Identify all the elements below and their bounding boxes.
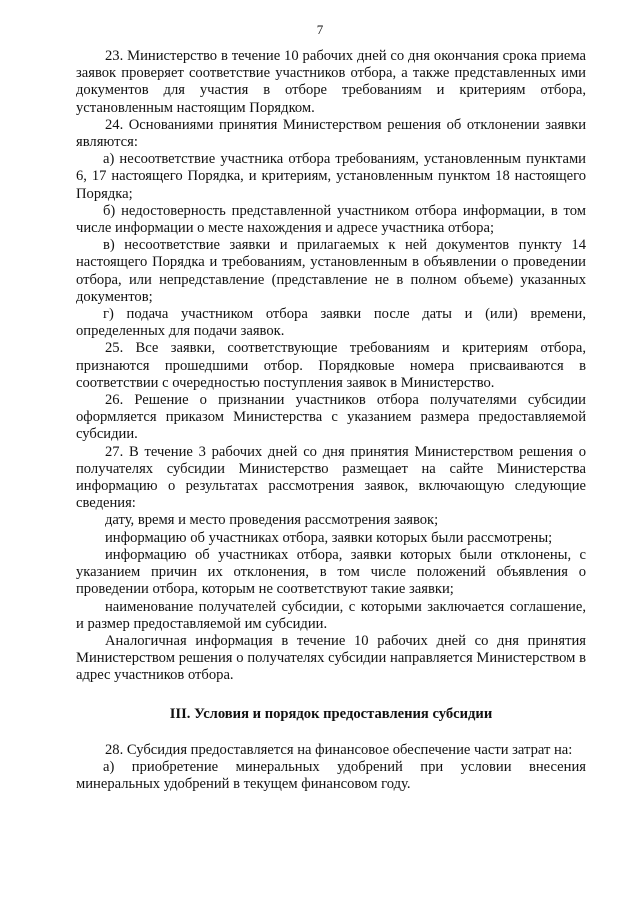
paragraph-23: 23. Министерство в течение 10 рабочих дней со дня окончания срока приема заявок проверяет соответствие участников отбора, а также представленных ими документов для участия в отборе требованиям и критериям отбора, установленным настоящим Порядком.	[76, 48, 586, 116]
list-item-24b: б) недостоверность представленной участником отбора информации, в том числе информации о месте нахождения и адресе участника отбора;	[76, 202, 586, 237]
list-item-27-rejected: информацию об участниках отбора, заявки которых были отклонены, с указанием причин их отклонения, в том числе положений объявления о проведении отбора, которым не соответствуют такие заявки;	[76, 546, 586, 598]
list-item-27-recipients: наименование получателей субсидии, с которыми заключается соглашение, и размер предоставляемой им субсидии.	[76, 598, 586, 632]
list-item-27-reviewed: информацию об участниках отбора, заявки которых были рассмотрены;	[105, 529, 553, 546]
section-heading: III. Условия и порядок предоставления субсидии	[169, 705, 493, 722]
paragraph-27: 27. В течение 3 рабочих дней со дня принятия Министерством решения о получателях субсидии Министерство размещает на сайте Министерства информацию о результатах рассмотрения заявок, включающую следующие сведения:	[76, 443, 586, 512]
document-body	[76, 48, 586, 793]
paragraph-26: 26. Решение о признании участников отбора получателями субсидии оформляется приказом Министерства с указанием размера предоставляемой субсидии.	[76, 392, 586, 443]
list-item-28a: а) приобретение минеральных удобрений при условии внесения минеральных удобрений в текущем финансовом году.	[76, 758, 586, 793]
list-item-24a: а) несоответствие участника отбора требованиям, установленным пунктами 6, 17 настоящего Порядка, и критериям, установленным пунктом 18 настоящего Порядка;	[76, 151, 586, 202]
page-number: 7	[316, 22, 324, 37]
paragraph-28: 28. Субсидия предоставляется на финансовое обеспечение части затрат на:	[105, 741, 573, 758]
list-item-24v: в) несоответствие заявки и прилагаемых к ней документов пункту 14 настоящего Порядка и требованиям, установленным в объявлении о проведении отбора, или непредставление (представление не в полном объеме) указанных документов;	[76, 237, 586, 305]
list-item-24g: г) подача участником отбора заявки после даты и (или) времени, определенных для подачи заявок.	[76, 306, 586, 340]
paragraph-25: 25. Все заявки, соответствующие требованиям и критериям отбора, признаются прошедшими отбор. Порядковые номера присваиваются в соответствии с очередностью поступления заявок в Министерство.	[76, 340, 586, 391]
paragraph-24: 24. Основаниями принятия Министерством решения об отклонении заявки являются:	[76, 116, 586, 151]
paragraph-27-similar-info: Аналогичная информация в течение 10 рабочих дней со дня принятия Министерством решения о получателях субсидии направляется Министерством в адрес участников отбора.	[76, 632, 586, 684]
list-item-27-date: дату, время и место проведения рассмотрения заявок;	[105, 512, 439, 529]
